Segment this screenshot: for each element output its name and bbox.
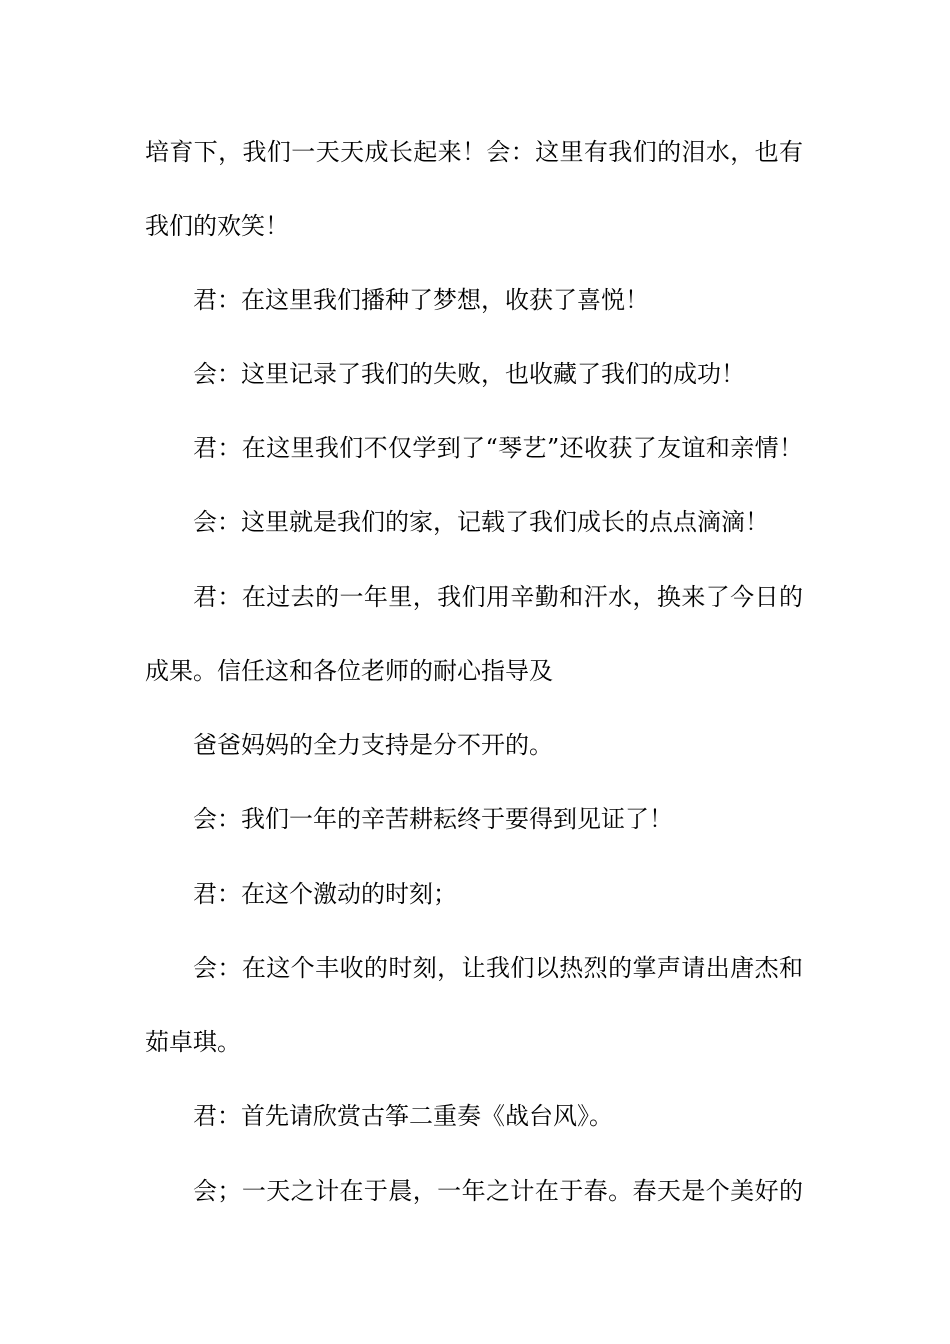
text-line: 我们的欢笑！ bbox=[145, 212, 289, 240]
text-line: 会：我们一年的辛苦耕耘终于要得到见证了！ bbox=[193, 805, 673, 833]
text-line: 会；一天之计在于晨，一年之计在于春。春天是个美好的 bbox=[193, 1177, 803, 1205]
text-line: 培育下，我们一天天成长起来！会：这里有我们的泪水，也有 bbox=[145, 138, 803, 166]
text-line: 会：这里就是我们的家，记载了我们成长的点点滴滴！ bbox=[193, 508, 769, 536]
text-line: 成果。信任这和各位老师的耐心指导及 bbox=[145, 657, 553, 685]
text-line: 茹卓琪。 bbox=[145, 1028, 241, 1056]
text-line: 爸爸妈妈的全力支持是分不开的。 bbox=[193, 731, 553, 759]
text-line: 君：首先请欣赏古筝二重奏《战台风》。 bbox=[193, 1102, 613, 1130]
text-line: 君：在这里我们播种了梦想，收获了喜悦！ bbox=[193, 286, 649, 314]
text-line: 会：这里记录了我们的失败，也收藏了我们的成功！ bbox=[193, 360, 745, 388]
text-line: 君：在这里我们不仅学到了“琴艺”还收获了友谊和亲情！ bbox=[193, 434, 803, 462]
text-line: 君：在过去的一年里，我们用辛勤和汗水，换来了今日的 bbox=[193, 583, 803, 611]
text-line: 会：在这个丰收的时刻，让我们以热烈的掌声请出唐杰和 bbox=[193, 954, 803, 982]
text-line: 君：在这个激动的时刻； bbox=[193, 880, 457, 908]
